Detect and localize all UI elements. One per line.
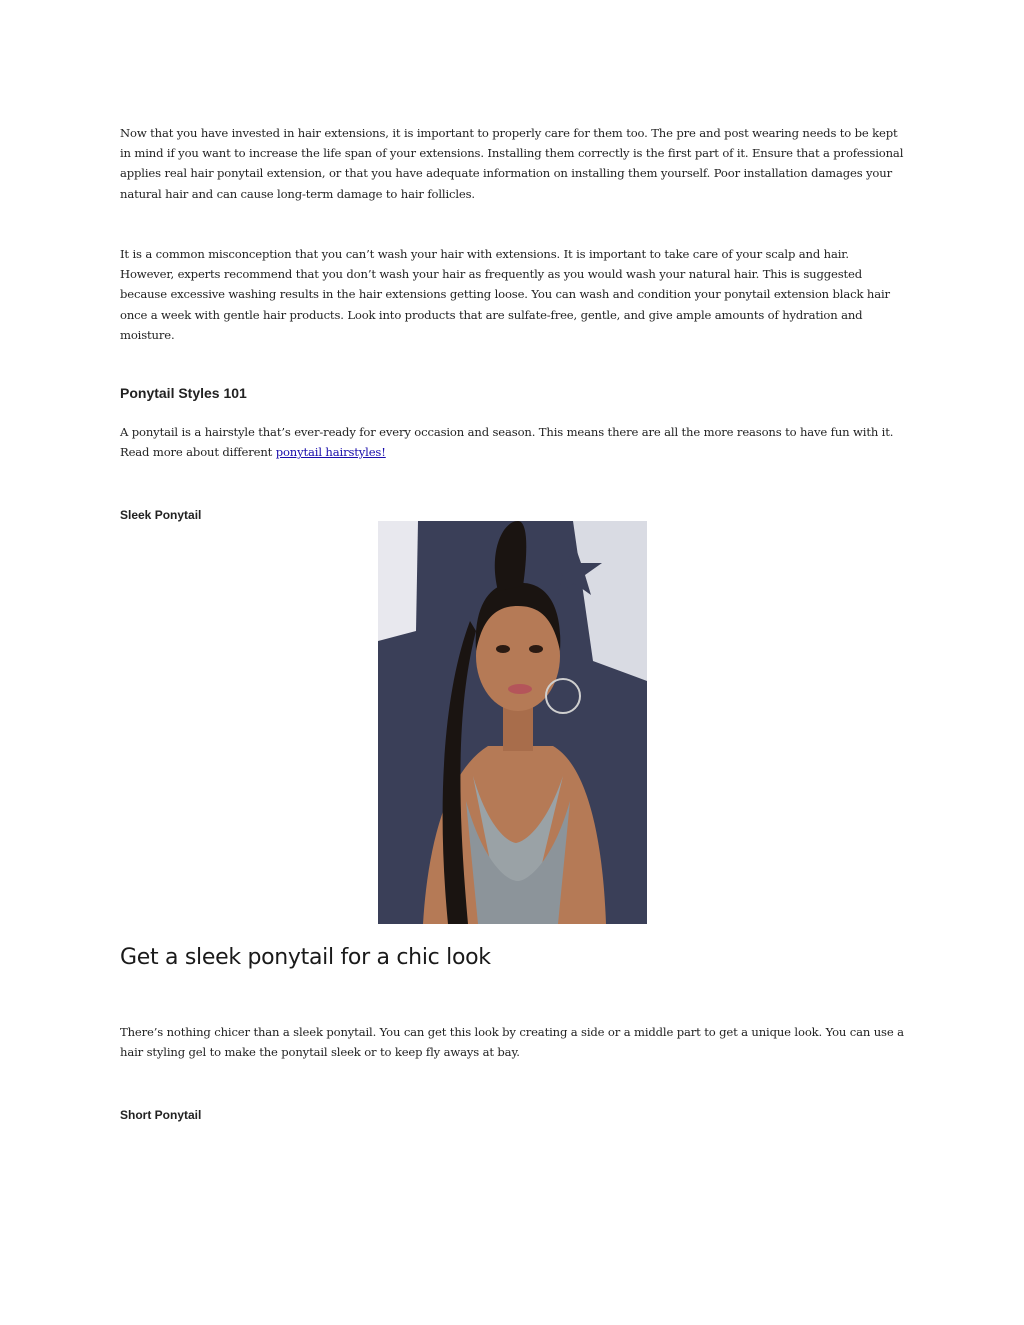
ponytail-hairstyles-link[interactable]: ponytail hairstyles!	[275, 445, 386, 460]
sleek-ponytail-caption: Get a sleek ponytail for a chic look	[120, 945, 491, 970]
paragraph-washing: It is a common misconception that you can’t wash your hair with extensions. It is important to take care of your scalp and hair. However, experts recommend that you don’t wash your hair as frequently as you would wash your natural hair. This is suggested because excessive washing results in the hair extensions getting loose. You can wash and condition your ponytail extension black hair once a week with gentle hair products. Look into products that are sulfate-free, gentle, and give ample amounts of hydration and moisture.	[120, 247, 890, 342]
heading-short-ponytail: Short Ponytail	[120, 1108, 202, 1122]
right-eye-shape	[529, 645, 543, 653]
backdrop-letter-shape	[378, 521, 418, 641]
heading-sleek-ponytail: Sleek Ponytail	[120, 508, 202, 522]
sleek-ponytail-illustration	[378, 521, 647, 924]
left-eye-shape	[496, 645, 510, 653]
heading-ponytail-styles: Ponytail Styles 101	[120, 385, 247, 401]
sleek-ponytail-photo	[378, 521, 647, 924]
paragraph-care-intro: Now that you have invested in hair extensions, it is important to properly care for them too. The pre and post wearing needs to be kept in mind if you want to increase the life span of your extensions. Installing them correctly is the first part of it. Ensure that a professional applies real hair ponytail extension, or that you have adequate information on installing them yourself. Poor installation damages your natural hair and can cause long-term damage to hair follicles.	[120, 126, 904, 201]
paragraph-ponytail-intro	[120, 422, 906, 462]
lips-shape	[508, 684, 532, 694]
paragraph-ponytail-intro-text: A ponytail is a hairstyle that’s ever-ready for every occasion and season. This means there are all the more reasons to have fun with it. Read more about different	[120, 425, 894, 460]
paragraph-sleek-ponytail: There’s nothing chicer than a sleek ponytail. You can get this look by creating a side or a middle part to get a unique look. You can use a hair styling gel to make the ponytail sleek or to keep fly aways at bay.	[120, 1025, 904, 1060]
